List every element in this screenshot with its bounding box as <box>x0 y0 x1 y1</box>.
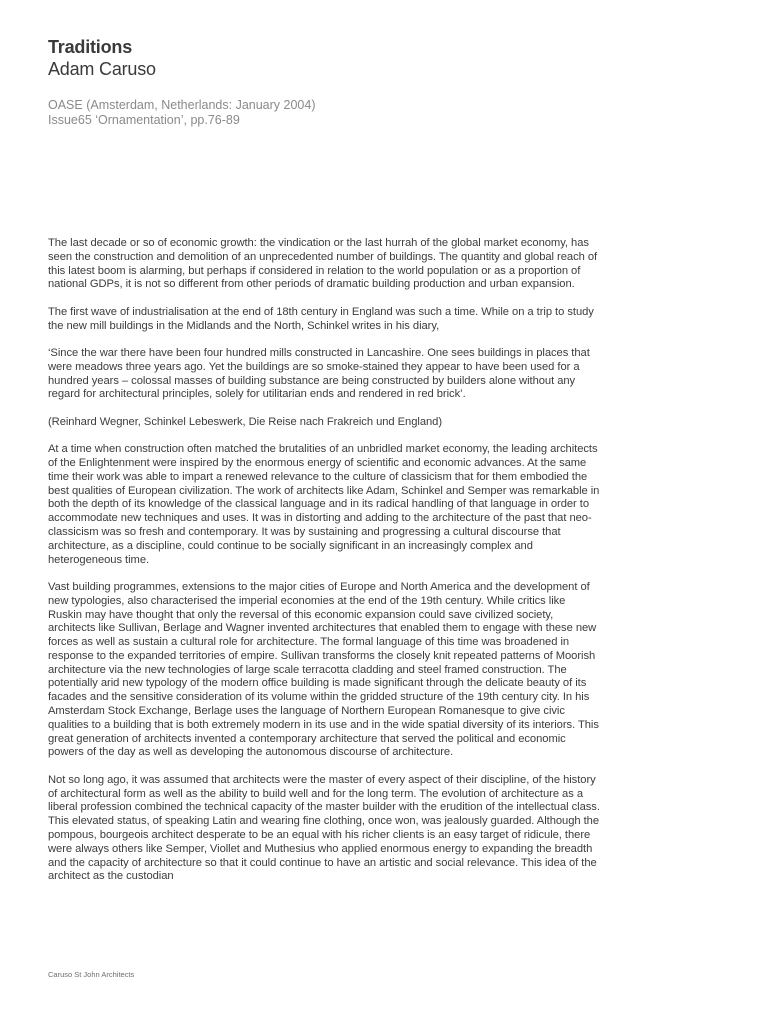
article-body <box>48 237 600 898</box>
paragraph: Not so long ago, it was assumed that architects were the master of every aspect of their discipline, of the history of architectural form as well as the ability to build well and for the long term. The evolution of architecture as a liberal profession combined the technical capacity of the master builder with the erudition of the intellectual class. This elevated status, of speaking Latin and wearing fine clothing, once won, was jealously guarded. Although the pompous, bourgeois architect desperate to be an equal with his richer clients is an easy target of ridicule, there were always others like Semper, Viollet and Muthesius who applied enormous energy to expanding the breadth and the capacity of architecture so that it could continue to have an artistic and social relevance. This idea of the architect as the custodian <box>48 773 600 883</box>
page-footer: Caruso St John Architects <box>48 970 135 979</box>
paragraph: At a time when construction often matched the brutalities of an unbridled market economy, the leading architects of the Enlightenment were inspired by the enormous energy of scientific and economic advances. At the same time their work was able to impart a renewed relevance to the culture of classicism that for them embodied the best qualities of European civilization. The work of architects like Adam, Schinkel and Semper was remarkable in both the depth of its knowledge of the classical language and in its radical handling of that language in order to accommodate new techniques and uses. It was in distorting and adding to the architecture of the past that neo-classicism was so fresh and contemporary. It was by sustaining and progressing a cultural discourse that architecture, as a discipline, could continue to be socially significant in an increasingly complex and heterogeneous time. <box>48 443 600 566</box>
article-header <box>48 36 598 128</box>
quotation: ‘Since the war there have been four hundred mills constructed in Lancashire. One sees buildings in places that were meadows three years ago. Yet the buildings are so smoke-stained they appear to have been used for a hundred years – colossal masses of building substance are being constructed by builders alone without any regard for architectural principles, solely for utilitarian ends and rendered in red brick’. <box>48 346 590 401</box>
issue-line: Issue65 ‘Ornamentation’, pp.76-89 <box>48 113 240 127</box>
citation: (Reinhard Wegner, Schinkel Lebeswerk, Die Reise nach Frakreich und England) <box>48 415 443 428</box>
article-author: Adam Caruso <box>48 59 156 79</box>
publication-info <box>48 98 598 128</box>
paragraph: Vast building programmes, extensions to the major cities of Europe and North America and the development of new typologies, also characterised the imperial economies at the end of the 19th century. While critics like Ruskin may have thought that only the reversal of this economic expansion could save civilized society, architects like Sullivan, Berlage and Wagner invented architectures that enabled them to engage with these new forces as well as sustain a cultural role for architecture. The formal language of this time was broadened in response to the expanded territories of empire. Sullivan transforms the closely knit repeated patterns of Moorish architecture via the new technologies of large scale terracotta cladding and steel framed construction. The potentially arid new typology of the modern office building is made significant through the delicate beauty of its facades and the sensitive consideration of its volume within the gridded structure of the 19th century city. In his Amsterdam Stock Exchange, Berlage uses the language of Northern European Romanesque to give civic qualities to a building that is both extremely modern in its use and in the wide spatial diversity of its interiors. This great generation of architects invented a contemporary architecture that served the political and economic powers of the day as well as developing the autonomous discourse of architecture. <box>48 580 599 759</box>
publication-line: OASE (Amsterdam, Netherlands: January 2004) <box>48 98 316 112</box>
paragraph: The last decade or so of economic growth: the vindication or the last hurrah of the global market economy, has seen the construction and demolition of an unprecedented number of buildings. The quantity and global reach of this latest boom is alarming, but perhaps if considered in relation to the world population or as a proportion of national GDPs, it is not so different from other periods of dramatic building production and urban expansion. <box>48 237 598 291</box>
article-title: Traditions <box>48 37 133 57</box>
paragraph: The first wave of industrialisation at the end of 18th century in England was such a time. While on a trip to study the new mill buildings in the Midlands and the North, Schinkel writes in his diary, <box>48 305 594 332</box>
